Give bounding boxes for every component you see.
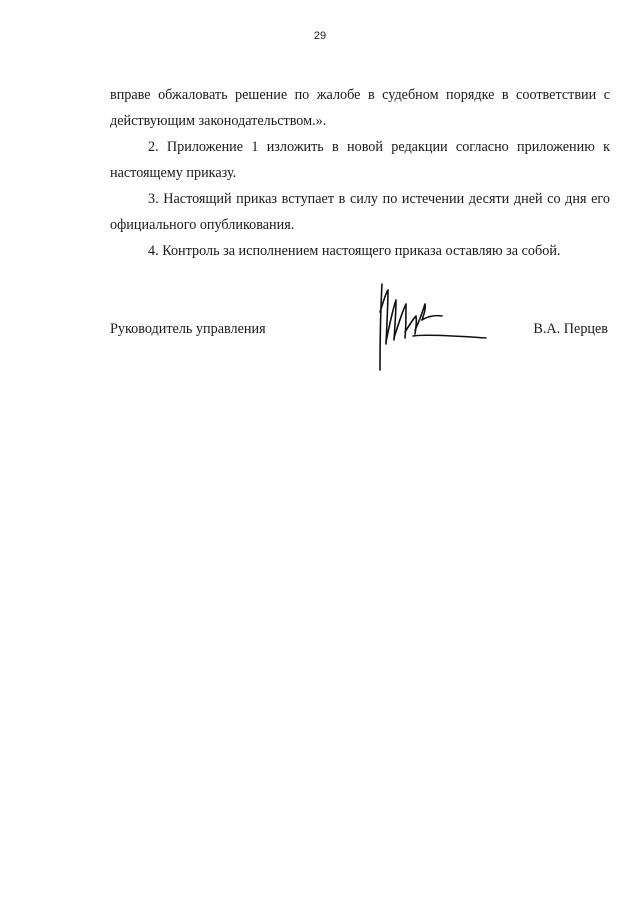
paragraph-item-4: 4. Контроль за исполнением настоящего приказа оставляю за собой. bbox=[148, 243, 561, 259]
page-number: 29 bbox=[313, 30, 327, 42]
body-text bbox=[110, 82, 610, 264]
signature-block bbox=[110, 321, 610, 345]
paragraph-item-3: 3. Настоящий приказ вступает в силу по истечении десяти дней со дня его официального опубликования. bbox=[110, 191, 610, 233]
signatory-name: В.А. Перцев bbox=[533, 321, 608, 337]
paragraph-continuation: вправе обжаловать решение по жалобе в судебном порядке в соответствии с действующим законодательством.». bbox=[110, 87, 610, 129]
paragraph-item-2: 2. Приложение 1 изложить в новой редакции согласно приложению к настоящему приказу. bbox=[110, 139, 610, 181]
handwritten-signature bbox=[368, 282, 492, 374]
signatory-position: Руководитель управления bbox=[110, 321, 266, 337]
